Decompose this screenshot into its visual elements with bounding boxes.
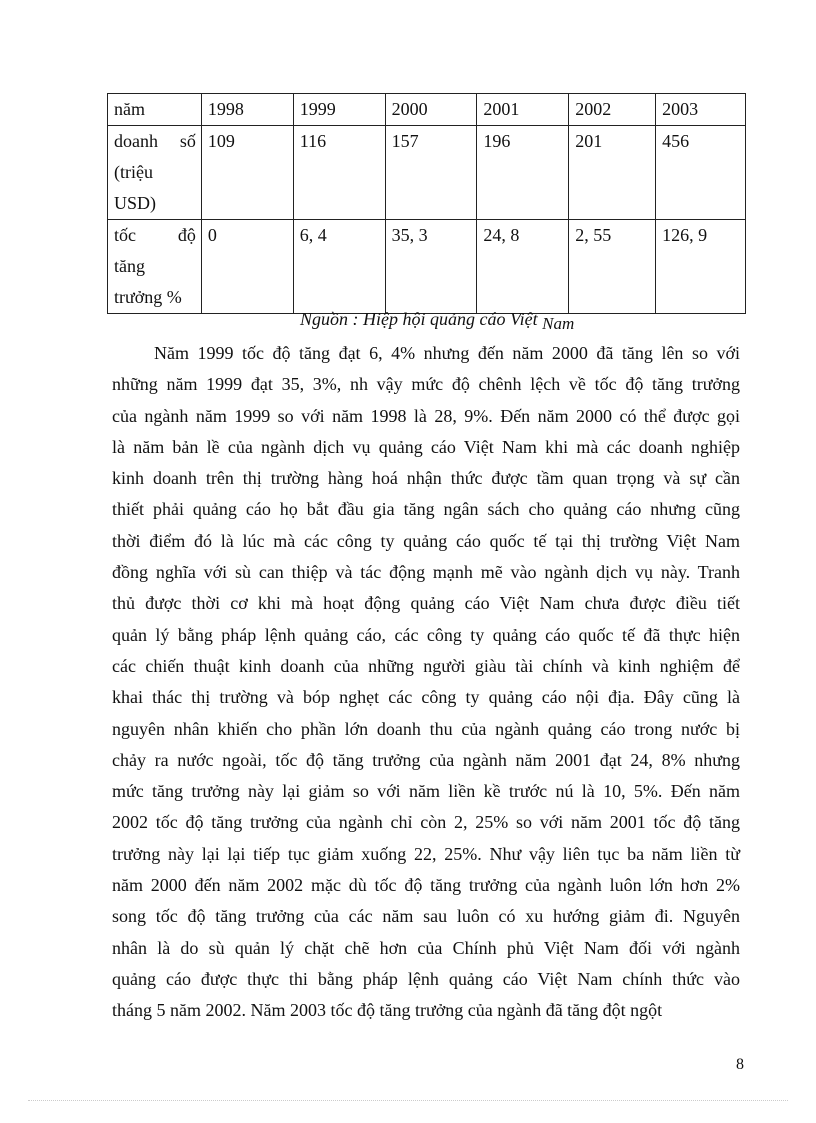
row-label-word: độ: [177, 225, 196, 245]
paragraph-line: song tốc độ tăng trưởng của các năm sau luôn có xu hướng giảm đi. Nguyên: [112, 906, 740, 927]
table-cell: 6, 4: [293, 220, 385, 314]
paragraph-line: chảy ra nước ngoài, tốc độ tăng trưởng của ngành năm 2001 đạt 24, 8% nhưng: [112, 749, 740, 770]
paragraph-line: khai thác thị trường và bóp nghẹt các công ty quảng cáo nội địa. Đây cũng là: [112, 687, 740, 708]
table-cell: 35, 3: [385, 220, 477, 314]
table-cell: 196: [477, 126, 569, 220]
paragraph-line: là năm bản lề của ngành dịch vụ quảng cáo Việt Nam khi mà các doanh nghiệp: [112, 436, 740, 457]
paragraph-line: quảng cáo được thực thi bằng pháp lệnh quảng cáo Việt Nam chính thức vào: [112, 968, 740, 989]
paragraph-line: nguyên nhân khiến cho phần lớn doanh thu của ngành quảng cáo trong nước bị: [112, 718, 740, 739]
row-label-word: doanh: [114, 131, 158, 151]
table-cell: 456: [656, 126, 746, 220]
page-bottom-divider: [28, 1100, 788, 1101]
table-cell: 157: [385, 126, 477, 220]
table-header-cell: năm: [108, 94, 202, 126]
paragraph-line: kinh doanh trên thị trường hàng hoá nhận thức được tầm quan trọng và sự cần: [112, 468, 740, 489]
table-header-cell: 2000: [385, 94, 477, 126]
paragraph-line: thời điểm đó là lúc mà các công ty quảng cáo quốc tế tại thị trường Việt Nam: [112, 530, 740, 551]
row-label-growth: [108, 220, 202, 314]
paragraph-line: các chiến thuật kinh doanh của những người giàu tài chính và kinh nghiệm để: [112, 655, 740, 676]
table-cell: 126, 9: [656, 220, 746, 314]
paragraph-line: tháng 5 năm 2002. Năm 2003 tốc độ tăng trưởng của ngành đã tăng đột ngột: [112, 1000, 663, 1021]
paragraph-line: của ngành năm 1999 so với năm 1998 là 28, 9%. Đến năm 2000 có thể được gọi: [112, 405, 740, 426]
body-paragraph: [112, 338, 740, 1027]
table-cell: 109: [201, 126, 293, 220]
paragraph-line: những năm 1999 đạt 35, 3%, nh vậy mức độ chênh lệch về tốc độ tăng trưởng: [112, 374, 740, 395]
table-header-cell: 1998: [201, 94, 293, 126]
paragraph-line: trưởng này lại lại tiếp tục giảm xuống 22, 25%. Như vậy liên tục ba năm liền từ: [112, 843, 740, 864]
table-cell: 0: [201, 220, 293, 314]
caption-text: Nguồn : Hiệp hội quảng cáo Việt: [300, 309, 538, 329]
paragraph-line: thiết phải quảng cáo họ bắt đầu gia tăng ngân sách cho quảng cáo nhưng cũng: [112, 499, 740, 520]
row-label-word: USD): [114, 193, 157, 213]
table-header-cell: 1999: [293, 94, 385, 126]
table-header-cell: 2003: [656, 94, 746, 126]
caption-tail: Nam: [542, 314, 575, 333]
row-label-word: trưởng %: [114, 287, 182, 307]
table-header-cell: 2002: [569, 94, 656, 126]
row-label-word: số: [179, 131, 196, 151]
table-cell: 24, 8: [477, 220, 569, 314]
paragraph-line: nhân là do sù quản lý chặt chẽ hơn của Chính phủ Việt Nam đối với ngành: [112, 937, 740, 958]
table-row-growth: [108, 220, 746, 314]
paragraph-line: 2002 tốc độ tăng trưởng của ngành chỉ còn 2, 25% so với năm 2001 tốc độ tăng: [112, 812, 740, 833]
paragraph-line: Năm 1999 tốc độ tăng đạt 6, 4% nhưng đến năm 2000 đã tăng lên so với: [154, 343, 740, 363]
paragraph-line: thủ được thời cơ khi mà hoạt động quảng cáo Việt Nam chưa được điều tiết: [112, 593, 740, 614]
page-number: 8: [736, 1056, 744, 1073]
table-header-cell: 2001: [477, 94, 569, 126]
row-label-word: (triệu: [114, 162, 153, 182]
paragraph-line: đồng nghĩa với sù can thiệp và tác động mạnh mẽ vào ngành dịch vụ này. Tranh: [112, 562, 740, 583]
advertising-revenue-table: [107, 93, 746, 314]
table-cell: 201: [569, 126, 656, 220]
paragraph-line: năm 2000 đến năm 2002 mặc dù tốc độ tăng trưởng của ngành luôn lớn hơn 2%: [112, 875, 740, 896]
paragraph-line: quản lý bằng pháp lệnh quảng cáo, các công ty quảng cáo quốc tế đã thực hiện: [112, 624, 740, 645]
row-label-word: tốc: [114, 225, 136, 245]
table-source-caption: [300, 309, 575, 333]
table-header-row: [108, 94, 746, 126]
table-cell: 2, 55: [569, 220, 656, 314]
table-row-revenue: [108, 126, 746, 220]
paragraph-line: mức tăng trưởng này lại giảm so với năm liền kề trước nú là 10, 5%. Đến năm: [112, 781, 740, 802]
row-label-revenue: [108, 126, 202, 220]
table-cell: 116: [293, 126, 385, 220]
row-label-word: tăng: [114, 256, 145, 276]
